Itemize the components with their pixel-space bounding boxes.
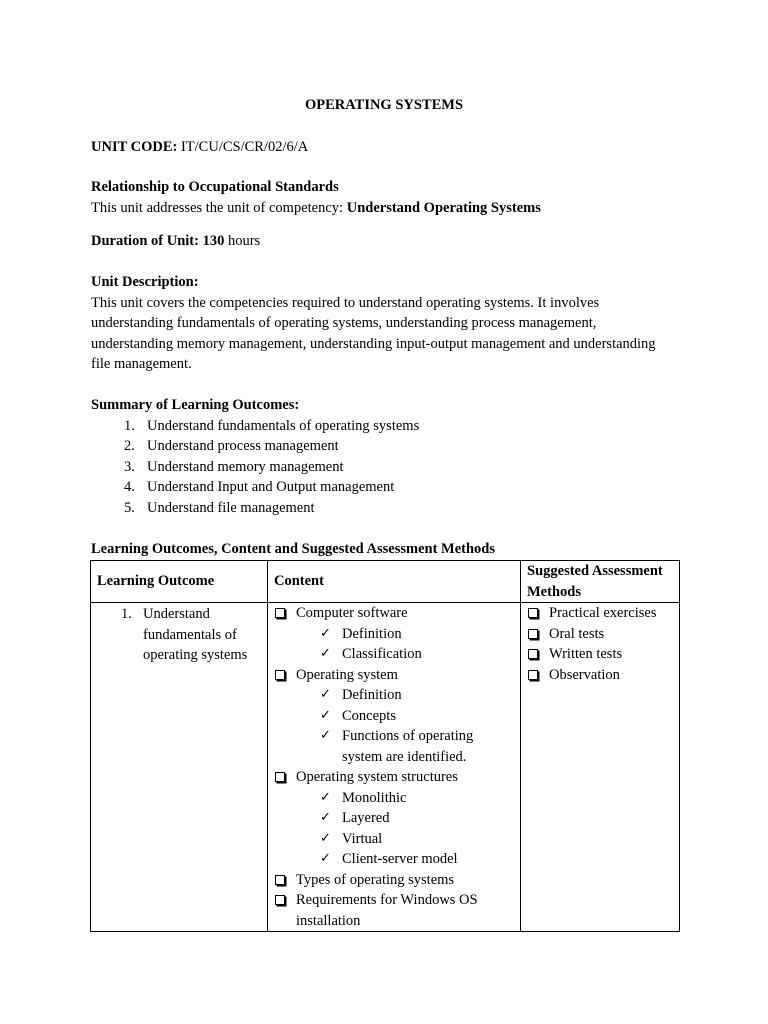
list-item: 1. Understand fundamentals of operating systems <box>124 417 420 434</box>
list-item: ✓ Virtual <box>268 829 520 850</box>
checkmark-icon: ✓ <box>320 830 331 846</box>
summary-heading: Summary of Learning Outcomes: <box>91 397 300 413</box>
summary-section <box>91 395 691 518</box>
assessment-cell <box>521 603 680 932</box>
checkbox-square-icon <box>528 670 538 680</box>
description-line: understanding memory management, understanding input-output management and understanding <box>91 335 656 352</box>
unit-code-label: UNIT CODE: <box>91 139 178 155</box>
checkbox-square-icon <box>275 895 285 905</box>
list-item-continuation: system are identified. <box>342 748 467 765</box>
duration-unit: hours <box>224 233 261 249</box>
checkmark-icon: ✓ <box>320 646 331 661</box>
list-item: Oral tests <box>521 624 679 645</box>
list-item: ✓ Monolithic <box>268 788 520 809</box>
description-heading: Unit Description: <box>91 274 199 290</box>
list-item: Observation <box>521 665 679 686</box>
checkbox-square-icon <box>275 608 285 618</box>
duration-value: 130 <box>202 233 225 249</box>
duration-label: Duration of Unit: <box>91 233 203 249</box>
checkmark-icon: ✓ <box>320 851 331 866</box>
table-row <box>91 603 680 932</box>
list-item: ✓ Layered <box>268 808 520 829</box>
list-item: ✓ Classification <box>268 644 520 665</box>
list-item: Operating system structures <box>268 767 520 788</box>
assessment-list <box>521 603 679 685</box>
list-item: Practical exercises <box>521 603 679 624</box>
outcomes-table <box>90 560 680 932</box>
checkmark-icon: ✓ <box>320 728 331 743</box>
checkmark-icon: ✓ <box>320 789 331 805</box>
list-item: ✓ Client-server model <box>268 849 520 870</box>
list-item: ✓ Definition <box>268 685 520 706</box>
document-title: OPERATING SYSTEMS <box>304 97 464 113</box>
checkbox-square-icon <box>528 608 538 618</box>
header-learning-outcome: Learning Outcome <box>91 561 268 603</box>
checkmark-icon: ✓ <box>320 707 331 723</box>
list-item: 5. Understand file management <box>124 499 315 516</box>
list-item: ✓ Functions of operating <box>268 726 520 747</box>
list-item: 3. Understand memory management <box>124 458 344 475</box>
table-caption: Learning Outcomes, Content and Suggested Assessment Methods <box>91 541 496 557</box>
outcome-cell <box>91 603 268 932</box>
description-line: This unit covers the competencies required to understand operating systems. It involves <box>91 294 600 311</box>
checkmark-icon: ✓ <box>320 687 331 702</box>
list-item: Requirements for Windows OS <box>268 890 520 911</box>
description-line: file management. <box>91 356 192 372</box>
table-header-row <box>91 561 680 603</box>
checkmark-icon: ✓ <box>320 810 331 825</box>
checkmark-icon: ✓ <box>320 625 331 641</box>
list-item: 2. Understand process management <box>124 438 339 454</box>
checkbox-square-icon <box>528 649 538 659</box>
relationship-heading: Relationship to Occupational Standards <box>91 179 339 195</box>
checkbox-square-icon <box>275 670 285 680</box>
list-item: Written tests <box>521 644 679 665</box>
relationship-text: This unit addresses the unit of competency: <box>91 199 347 216</box>
description-section <box>91 272 691 375</box>
content-list <box>268 603 520 931</box>
list-item: ✓ Definition <box>268 624 520 645</box>
list-item: Computer software <box>268 603 520 624</box>
duration-line <box>91 231 691 252</box>
relationship-section <box>91 177 691 218</box>
unit-code-line <box>91 137 691 158</box>
outcome-number: 1. <box>121 606 132 622</box>
list-item: 4. Understand Input and Output management <box>124 479 395 495</box>
checkbox-square-icon <box>528 629 538 639</box>
checkbox-square-icon <box>275 772 285 782</box>
list-item: Types of operating systems <box>268 870 520 891</box>
list-item: Operating system <box>268 665 520 686</box>
relationship-competency: Understand Operating Systems <box>346 199 541 216</box>
description-line: understanding fundamentals of operating systems, understanding process management, <box>91 315 597 331</box>
list-item: ✓ Concepts <box>268 706 520 727</box>
content-cell <box>268 603 521 932</box>
list-item-continuation: installation <box>296 912 361 929</box>
summary-list <box>91 416 691 519</box>
outcome-line: fundamentals of <box>143 626 237 643</box>
checkbox-square-icon <box>275 875 285 885</box>
unit-code-value: IT/CU/CS/CR/02/6/A <box>177 139 309 155</box>
outcome-line: Understand <box>143 606 210 622</box>
header-content: Content <box>268 561 521 603</box>
outcome-line: operating systems <box>143 647 248 663</box>
header-assessment: Suggested Assessment Methods <box>521 561 680 603</box>
